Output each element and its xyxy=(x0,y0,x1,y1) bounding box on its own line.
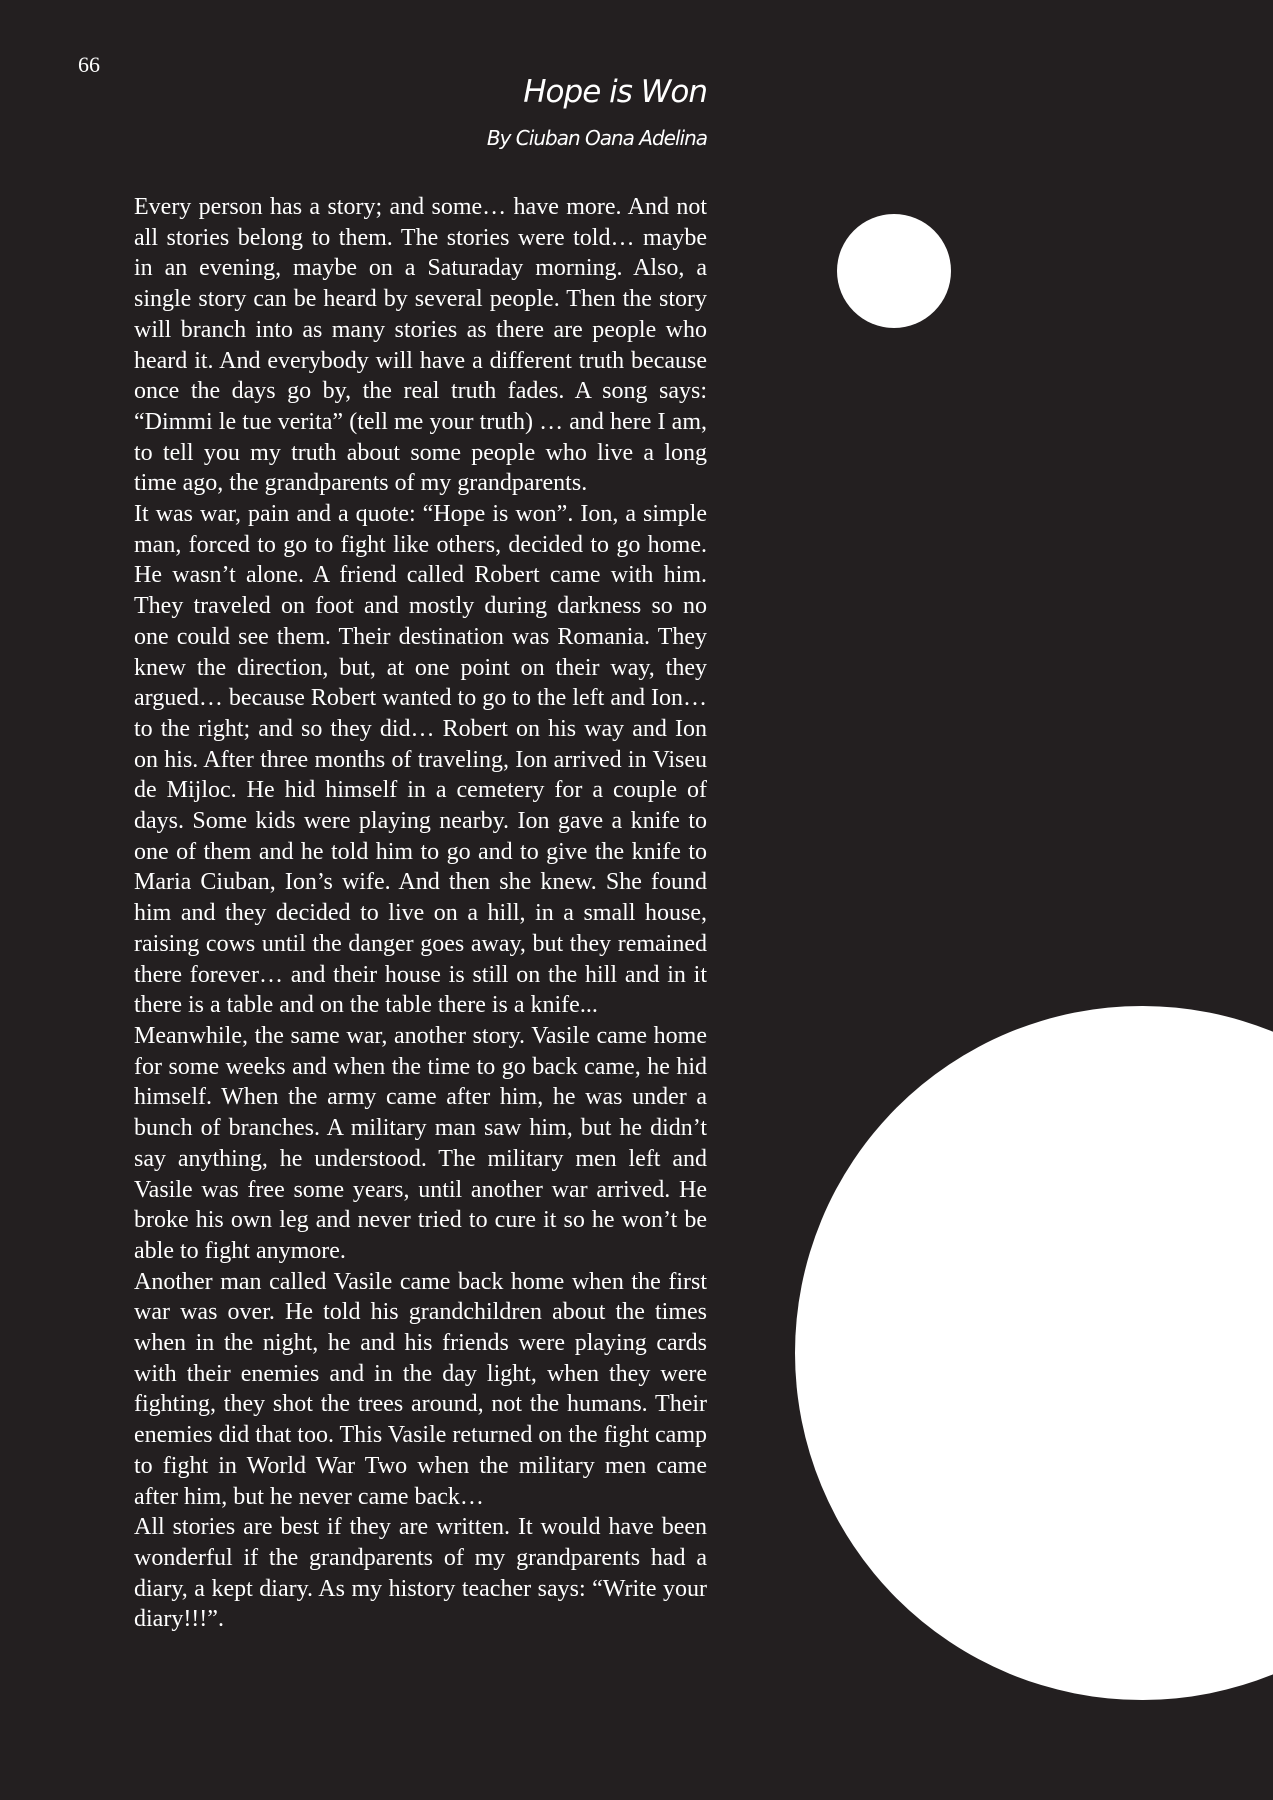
article-paragraph: Meanwhile, the same war, another story. Vasile came home for some weeks and when the time to go back came, he hid himself. When the army came after him, he was under a bunch of branches. A military man saw him, but he didn’t say anything, he understood. The military men left and Vasile was free some years, until another war arrived. He broke his own leg and never tried to cure it so he won’t be able to fight anymore. xyxy=(134,1022,707,1264)
article-paragraph: Every person has a story; and some… have more. And not all stories belong to them. The stories were told… maybe in an evening, maybe on a Saturaday morning. Also, a single story can be heard by several people. Then the story will branch into as many stories as there are people who heard it. And everybody will have a different truth because once the days go by, the real truth fades. A song says: “Dimmi le tue verita” (tell me your truth) … and here I am, to tell you my truth about some people who live a long time ago, the grandparents of my grandparents. xyxy=(134,194,707,497)
article-body xyxy=(134,192,707,1635)
page-number: 66 xyxy=(78,52,100,77)
decorative-large-circle xyxy=(795,1006,1273,1700)
article-paragraph: Another man called Vasile came back home when the first war was over. He told his grandchildren about the times when in the night, he and his friends were playing cards with their enemies and in the day light, when they were fighting, they shot the trees around, not the humans. Their enemies did that too. This Vasile returned on the fight camp to fight in World War Two when the military men came after him, but he never came back… xyxy=(134,1268,707,1510)
article-paragraph: All stories are best if they are written. It would have been wonderful if the grandparents of my grandparents had a diary, a kept diary. As my history teacher says: “Write your diary!!!”. xyxy=(134,1514,707,1633)
decorative-small-circle xyxy=(837,214,951,328)
article-paragraph: It was war, pain and a quote: “Hope is won”. Ion, a simple man, forced to go to fight like others, decided to go home. He wasn’t alone. A friend called Robert came with him. They traveled on foot and mostly during darkness so no one could see them. Their destination was Romania. They knew the direction, but, at one point on their way, they argued… because Robert wanted to go to the left and Ion… to the right; and so they did… Robert on his way and Ion on his. After three months of traveling, Ion arrived in Viseu de Mijloc. He hid himself in a cemetery for a couple of days. Some kids were playing nearby. Ion gave a knife to one of them and he told him to go and to give the knife to Maria Ciuban, Ion’s wife. And then she knew. She found him and they decided to live on a hill, in a small house, raising cows until the danger goes away, but they remained there forever… and their house is still on the hill and in it there is a table and on the table there is a knife... xyxy=(134,501,707,1019)
article-title: Hope is Won xyxy=(523,74,707,110)
article-byline: By Ciuban Oana Adelina xyxy=(486,126,707,150)
